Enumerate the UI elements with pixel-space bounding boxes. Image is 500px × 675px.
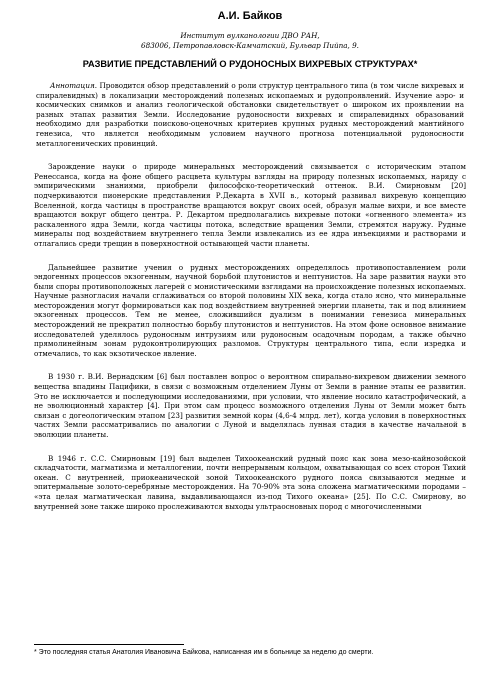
address: 683006, Петропавловск-Камчатский, Бульвар Пийпа, 9. <box>141 40 359 50</box>
author-name: А.И. Байков <box>217 10 283 22</box>
abstract-text: Проводится обзор представлений о роли структур центрального типа (в том числе вихревых и спиралевидных) в локализации месторождений полезных ископаемых и рудопроявлений. Изучение аэро- и космических снимков и анализ геологической обстановки свидетельствует о широком их проявлении на разных этапах развития Земли. Исследование рудоносности вихревых и спиралевидных образований необходимо для разработки поисково-оценочных критериев крупных рудных месторождений мантийного генезиса, что является необходимым условием научного прогноза потенциальной рудоносности металлогенических провинций. <box>36 81 464 148</box>
body-paragraph-2: Дальнейшее развитие учения о рудных месторождениях определялось противопоставлением роли эндогенных процессов экзогенным, научной борьбой плутонистов и нептунистов. На заре развития науки это были споры противоположных лагерей с монистическими взглядами на происхождение полезных ископаемых. Научные разногласия начали сглаживаться со второй половины XIX века, когда стало ясно, что минеральные месторождения могут формироваться как под воздействием внутренней энергии планеты, так и под влиянием экзогенных процессов. Тем не менее, сложившийся дуализм в понимании генезиса минеральных месторождений не прекратил полностью борьбу плутонистов и нептунистов. На этом фоне основное внимание исследователей уделялось рудоносным интрузиям или рудоносным осадочным породам, а также обычно прямолинейным зонам рудоконтролирующих разломов. Структуры центрального типа, если изредка и отмечались, то как экзотическое явление. <box>34 262 466 358</box>
body-paragraph-3: В 1930 г. В.И. Вернадским [6] был поставлен вопрос о вероятном спирально-вихревом движении земного вещества впадины Пацифики, в связи с возможным отделением Луны от Земли в ранние этапы ее развития. Это не исключается и последующими исследованиями, при условии, что явление носило катастрофический, а не эволюционный характер [4]. При этом сам процесс возможного отделения Луны от Земли может быть связан с догеологическим этапом [23] развития земной коры (4,6-4 млрд. лет), когда условия в поверхностных частях Земли рассматривались по аналогии с Луной и выделялась лунная стадия в качестве начальной в эволюции планеты. <box>34 372 466 439</box>
body-paragraph-4: В 1946 г. С.С. Смирновым [19] был выделен Тихоокеанский рудный пояс как зона мезо-кайнозойской складчатости, магматизма и металлогении, почти непрерывным кольцом, охватывающая со всех сторон Тихий океан. С внутренней, приокеанической зоной Тихоокеанского рудного пояса связываются медные и эпитермальные золото-серебряные месторождения. На 70-90% эта зона сложена магматическими породами – «эта целая магматическая лавина, выдавливающаяся из-под Тихого океана» [25]. По С.С. Смирнову, во внутренней зоне также широко прослеживаются выходы ультраосновных пород с многочисленными <box>34 453 466 511</box>
body-paragraph-1: Зарождение науки о природе минеральных месторождений связывается с историческим этапом Ренессанса, когда на фоне общего расцвета культуры взгляды на природу полезных ископаемых, наряду с эмпирическими знаниями, приобрели философско-теоретический оттенок. В.И. Смирновым [20] подчеркиваются пионерские представления Р.Декарта в XVII в., который развивал вихревую концепцию Вселенной, когда частицы в пространстве вращаются вокруг своих осей, образуя малые вихри, и все вместе вращаются вокруг общего центра. Р. Декартом предполагались вихревые потоки «огненного элемента» из раскаленного ядра Земли, когда частицы потока, вследствие вращения Земли, стремятся наружу. Рудные минералы под воздействием внутреннего тепла Земли извлекались из ее ядра инъекциями и растворами и отлагались среди трещин в поверхностной остывающей части планеты. <box>34 162 466 248</box>
institution: Институт вулканологии ДВО РАН, <box>180 31 320 40</box>
abstract <box>36 81 464 148</box>
footnote: * Это последняя статья Анатолия Ивановича Байкова, написанная им в больнице за неделю до смерти. <box>34 649 374 656</box>
article-title: РАЗВИТИЕ ПРЕДСТАВЛЕНИЙ О РУДОНОСНЫХ ВИХРЕВЫХ СТРУКТУРАХ* <box>82 59 418 69</box>
footnote-divider <box>34 644 184 645</box>
abstract-label: Аннотация. <box>50 81 98 90</box>
